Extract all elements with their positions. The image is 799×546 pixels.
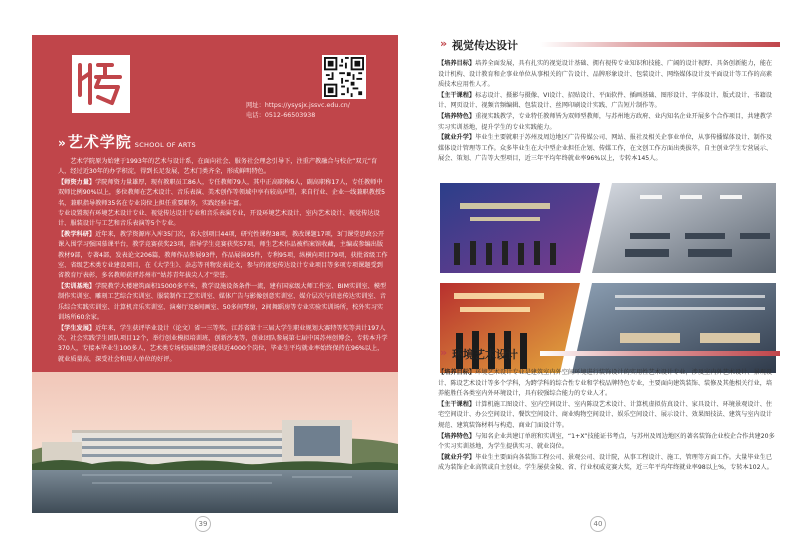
- header-divider: [540, 351, 780, 356]
- header-divider: [540, 42, 780, 47]
- intro-paragraph: 艺术学院原为始建于1993年的艺术与设计系，在面向社会、服务社会理念引导下，注重产教融合与校企“双元”育人，经过近30年的办学积淀，得到长足发展，艺术门类齐全，形成鲜明特色。: [58, 158, 378, 176]
- facilities-paragraph: 【实训基地】学院教学大楼建筑面积15000多平米，教学设施设备条件一流，建有国家级大师工作室、BIM实训室、模型制作实训室、雕刻工艺综合实训室、服装制作工艺实训室、媒体广告与影像创意实训室、媒介层次与信息传达实训室、音乐综合实践实训室、计算机音乐实训室、演奏厅及8间画室、50多间琴房，2间舞蹈房等专业实验实训场所，校外实习实训场所60余家。: [58, 282, 387, 322]
- chevron-icon: »: [440, 37, 448, 50]
- photo-exhibition: [440, 183, 600, 273]
- visual-employment: 【就业升学】毕业生主要就职于苏州及周边地区广告传媒公司、网站、报社及相关企事业单位，从事传播媒体设计、制作及媒体设计管理等工作。众多毕业生在大中型企业担任企划、传媒工作，在文创工作方面出类拔萃，自主创业学生专营展示、展会、策划、广告等大型项目，近三年平均年终就业率96%以上，专转本145人。: [438, 134, 773, 163]
- visual-body: [438, 59, 776, 165]
- faculty-paragraph: 【师资力量】学院师资力量雄厚，现有教职员工86人，专任教师79人，其中正高职称6人，副高职称17人，专任教师中双师比例90%以上，多位教师在艺术设计、音乐表演、美术创作等领域中享有较高声望，来自行业、企业一线兼职教授5名，兼职指导教师35名在专业岗位上担任重要职务，实践经验丰富。: [58, 178, 386, 207]
- section-title: [58, 131, 196, 152]
- left-page: [32, 35, 398, 513]
- research-paragraph: 【教学科研】近年来，教学资源库入库35门次，省大创项目44项，研究性课程38项，教改课题17项，3门课堂思政公开课入围学习强国慕课平台，教学竞赛获奖23项，指导学生竞赛获奖57项，师生艺术作品被档案馆收藏，主编或参编出版教材9部，专著4部，发表论文206篇，教师作品参展93件，作品展演95件，专利95项，纵横向项目79项，获批省级工作室、省级艺术类专业建设项目，在《大学生》、杂志等刊物发表论文，参与的视觉传达设计专业项目等多项专项课题受到省教育厅表彰，多名教师获评苏州市“姑苏青年拔尖人才”荣誉。: [58, 230, 388, 280]
- visual-goal: 【培养目标】培养全面发展，具有扎实的视觉设计基础、拥有视传专业知识和技能、广阔的设计视野、具备创新能力，能在设计机构、设计教育和企事业单位从事相关的广告设计、品牌形象设计、包装设计、网络媒体设计及平面设计等工作的高素质技术应用性人才。: [438, 60, 773, 89]
- intro-body: [58, 157, 388, 365]
- right-page: [410, 35, 780, 515]
- visual-courses: 【主干课程】标志设计、摄影与摄像、VI设计、招贴设计、平面软件、插画基础、图形设计、字体设计、版式设计、书籍设计、网页设计、视频音频编辑、包装设计、丝网印刷设计实践、广告短片制作等。: [438, 91, 772, 110]
- section-title-en: SCHOOL OF ARTS: [134, 141, 196, 149]
- chevron-icon: »: [440, 346, 448, 359]
- visual-features: 【培养特色】重视实践教学，专业特任教师皆为双师型教师，与苏州地方政府、业内知名企业开展多个合作项目，共建教学实习实训基地，提升学生的专业实践能力。: [438, 112, 773, 131]
- section-title-environment: 环境艺术设计: [452, 348, 518, 361]
- campus-photo: [32, 372, 398, 513]
- environment-courses: 【主干课程】计算机施工图设计、室内空间设计、室内陈设艺术设计、计算机虚拟仿真设计、家具设计、环境景观设计、住宅空间设计、办公空间设计、餐饮空间设计、商业购物空间设计、娱乐空间设计、展示设计、效果图技法、建筑与室内设计规范、建筑装饰材料与构造、商业门面设计等。: [438, 400, 773, 429]
- environment-body: [438, 368, 776, 474]
- environment-features: 【培养特色】与知名企业共建订单班和实训室，“1+X”技能证书考点，与苏州及周边地区的著名装饰企业校企合作共建20多个实习实训基地，为学生提供实习、就业岗位。: [438, 432, 775, 451]
- majors-paragraph: 专业设置现有环境艺术设计专业、视觉传达设计专业和音乐表演专业，开设环境艺术设计、室内艺术设计、视觉传达设计、服装设计与工艺和音乐表演等5个专业。: [58, 210, 380, 228]
- environment-employment: 【就业升学】毕业生主要面向各装饰工程公司、景观公司、设计院，从事工程设计、施工、管理等方面工作。大量毕业生已成为装饰企业高管或自主创业。学生屡获金陵、省、行业权威竞赛大奖，近三年平均年终就业率98以上%，专转本102人。: [438, 453, 773, 472]
- contact-info: [246, 101, 392, 120]
- phone-text: 电话：0512-66503938: [246, 111, 316, 119]
- page-number-right: 40: [590, 516, 606, 532]
- page-number-left: 39: [195, 516, 211, 532]
- students-paragraph: 【学生发展】近年来，学生获评毕业设计（论文）省一三等奖、江苏省第十三届大学生职业规划大赛特等奖等共计197人次，社会实践学生团队项目12个，举行创业模拟培训班，创新沙龙等，创业团队参展第七届中国苏州创博会，专转本升学370人，专接本毕业生100多人，艺术类专场校园招聘会提供近4000个岗位，毕业生平均就业率始终保持在96%以上，就业质量高，深受社会和用人单位的好评。: [58, 324, 388, 363]
- qr-code[interactable]: [322, 55, 366, 99]
- photo-classroom: [592, 183, 776, 273]
- environment-goal: 【培养目标】环境艺术设计专业是建筑室内外空间环境进行装饰设计的实用性艺术设计专业，涉及室内外艺术设计、景观设计、陈设艺术设计等多个学科，为跨学科的综合性专业和学校品牌特色专业，主要面向建筑装饰、装修及其他相关行业，培养能胜任各类室内外环境设计，具有较强综合能力的专业人才。: [438, 369, 773, 398]
- website-text[interactable]: 网址：https://ysysjx.jssvc.edu.cn/: [246, 102, 350, 109]
- section-header-environment: [410, 344, 780, 362]
- school-logo-icon: [72, 55, 130, 113]
- chevron-icon: »: [58, 136, 66, 150]
- section-title-zh: 艺术学院: [67, 133, 132, 151]
- section-title-visual: 视觉传达设计: [452, 39, 518, 52]
- section-header-visual: [410, 35, 780, 53]
